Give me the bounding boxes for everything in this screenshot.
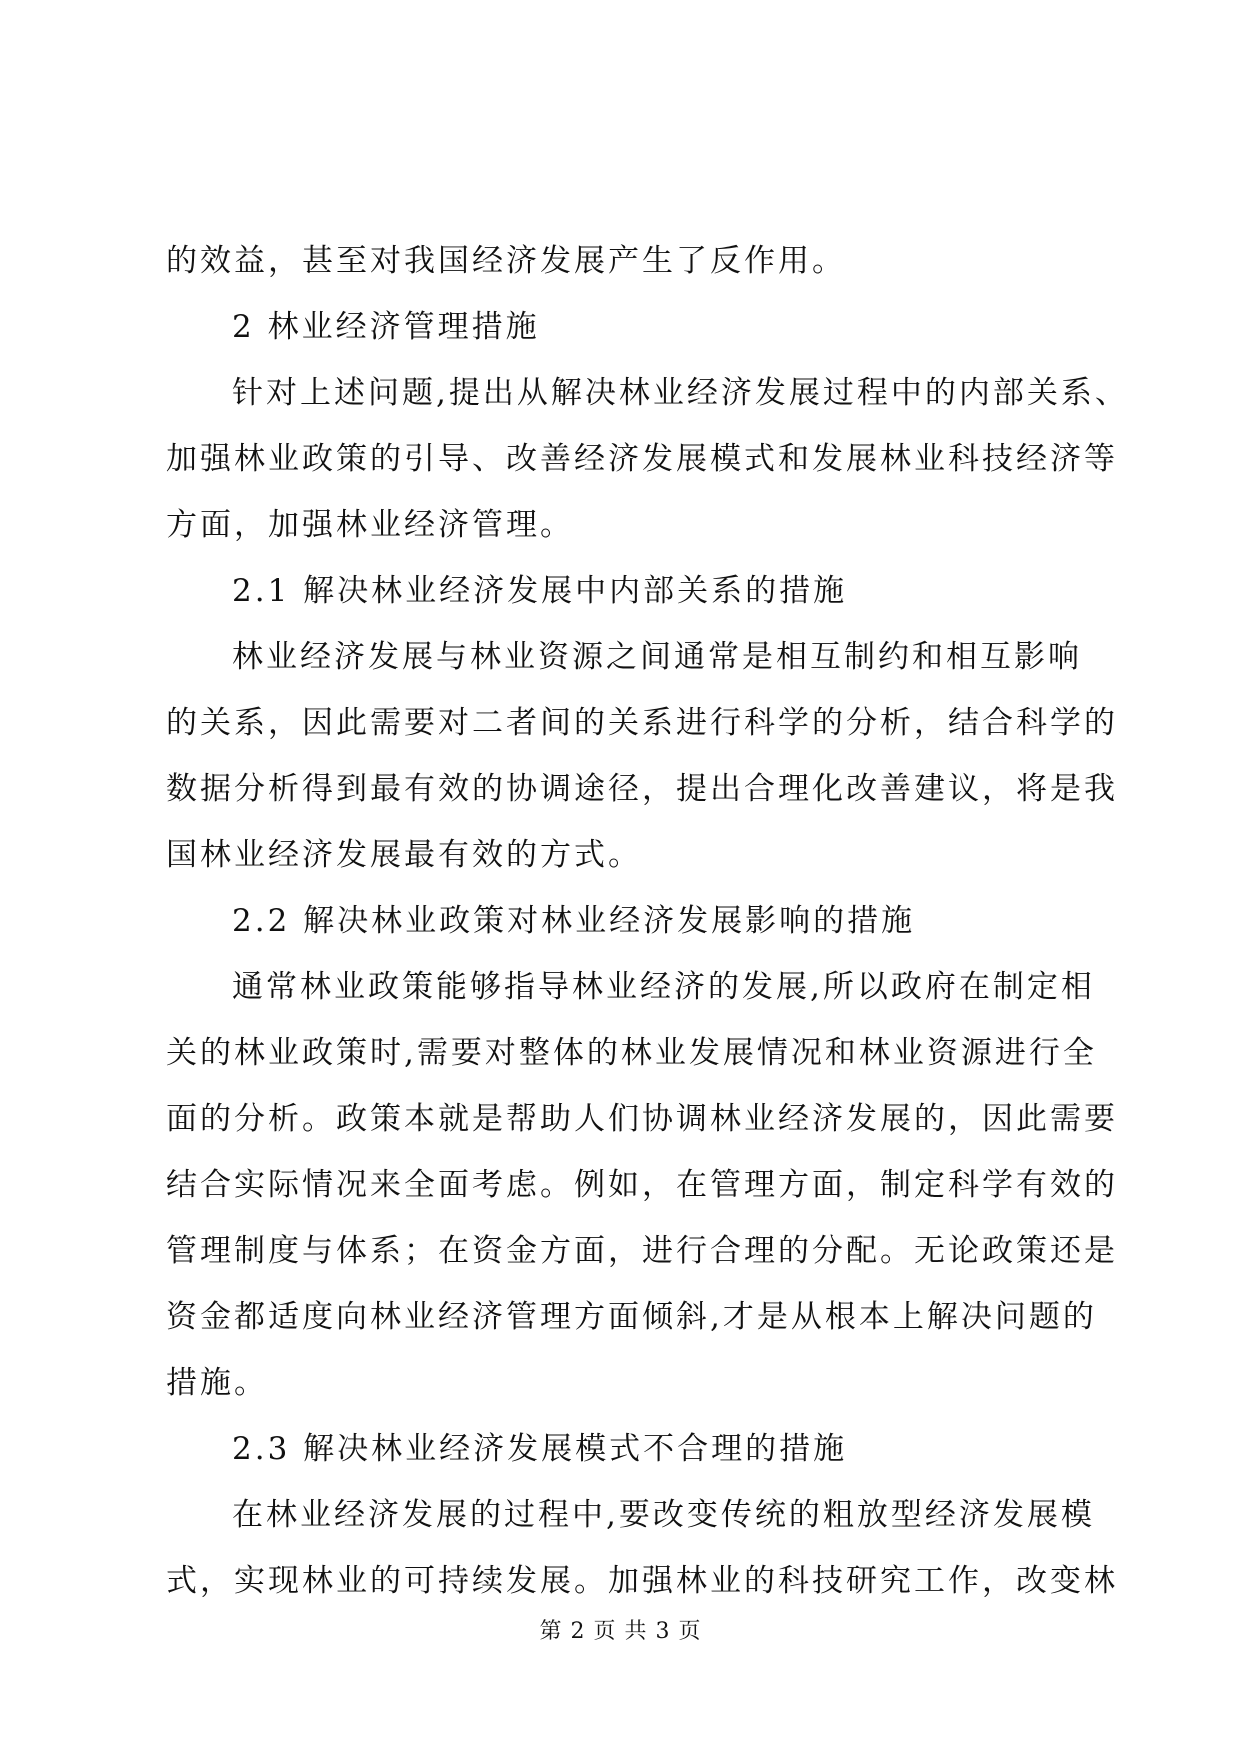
section-heading-2: 2 林业经济管理措施 (232, 309, 540, 345)
section-heading-2-1: 2.1 解决林业经济发展中内部关系的措施 (232, 573, 848, 609)
paragraph-line: 国林业经济发展最有效的方式。 (166, 837, 642, 873)
page-number-footer: 第 2 页 共 3 页 (539, 1619, 702, 1644)
paragraph-line: 针对上述问题,提出从解决林业经济发展过程中的内部关系、 (232, 375, 1129, 411)
paragraph-line: 数据分析得到最有效的协调途径，提出合理化改善建议，将是我 (166, 771, 1118, 807)
paragraph-line: 通常林业政策能够指导林业经济的发展,所以政府在制定相 (232, 969, 1095, 1005)
paragraph-line: 方面，加强林业经济管理。 (166, 507, 574, 543)
document-body (166, 228, 1129, 1614)
paragraph-line: 林业经济发展与林业资源之间通常是相互制约和相互影响 (232, 639, 1082, 675)
paragraph-line: 措施。 (166, 1365, 268, 1401)
paragraph-continuation-line: 的效益，甚至对我国经济发展产生了反作用。 (166, 243, 846, 279)
paragraph-line: 面的分析。政策本就是帮助人们协调林业经济发展的，因此需要 (166, 1101, 1118, 1137)
paragraph-line: 在林业经济发展的过程中,要改变传统的粗放型经济发展模 (232, 1497, 1095, 1533)
paragraph-line: 资金都适度向林业经济管理方面倾斜,才是从根本上解决问题的 (166, 1299, 1097, 1335)
paragraph-line: 的关系，因此需要对二者间的关系进行科学的分析，结合科学的 (166, 705, 1118, 741)
paragraph-line: 结合实际情况来全面考虑。例如，在管理方面，制定科学有效的 (166, 1167, 1118, 1203)
paragraph-line: 加强林业政策的引导、改善经济发展模式和发展林业科技经济等 (166, 441, 1118, 477)
section-heading-2-3: 2.3 解决林业经济发展模式不合理的措施 (232, 1431, 848, 1467)
paragraph-line: 式，实现林业的可持续发展。加强林业的科技研究工作，改变林 (166, 1563, 1118, 1599)
paragraph-line: 管理制度与体系；在资金方面，进行合理的分配。无论政策还是 (166, 1233, 1118, 1269)
section-heading-2-2: 2.2 解决林业政策对林业经济发展影响的措施 (232, 903, 916, 939)
paragraph-line: 关的林业政策时,需要对整体的林业发展情况和林业资源进行全 (166, 1035, 1097, 1071)
